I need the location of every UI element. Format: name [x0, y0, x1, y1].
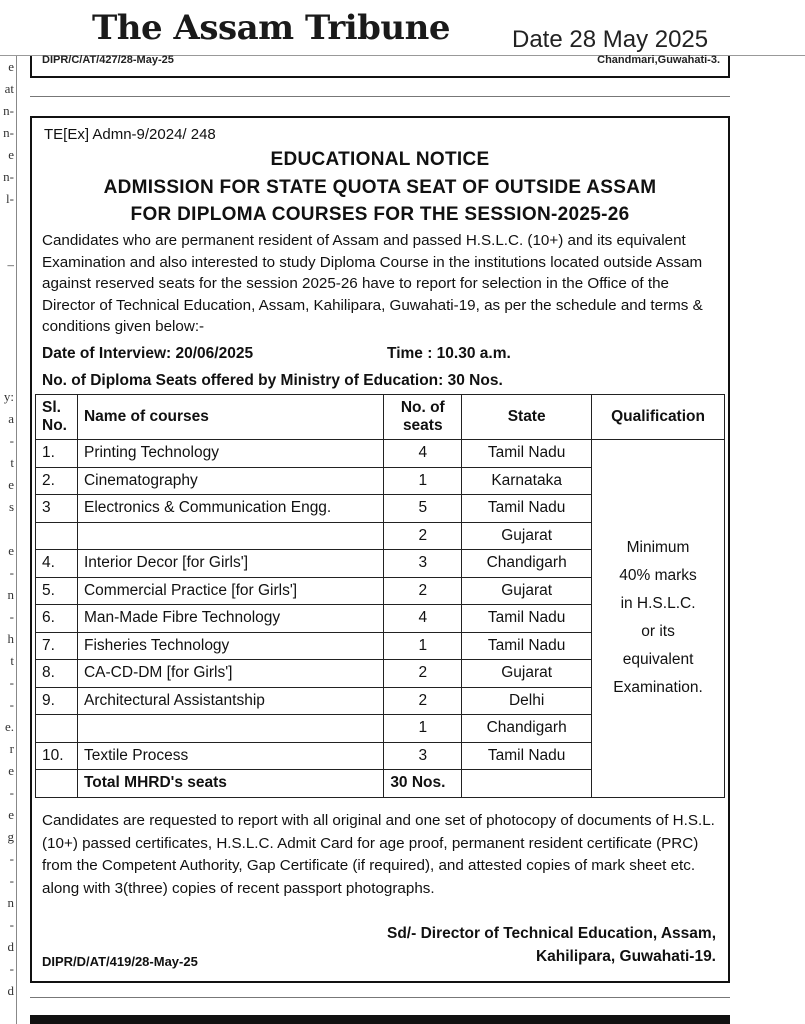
column-fragment: [0, 298, 14, 320]
cell-sl: 8.: [36, 660, 78, 688]
cell-name: Architectural Assistantship: [77, 687, 383, 715]
total-label: Total MHRD's seats: [77, 770, 383, 798]
cell-sl: 5.: [36, 577, 78, 605]
bottom-divider: [30, 997, 730, 998]
cell-name: CA-CD-DM [for Girls']: [77, 660, 383, 688]
column-fragment: [0, 518, 14, 540]
cell-state: Tamil Nadu: [462, 632, 592, 660]
total-value: 30 Nos.: [384, 770, 462, 798]
column-fragment: y:: [3, 389, 14, 404]
cell-state: Delhi: [462, 687, 592, 715]
column-fragment: h: [7, 631, 14, 646]
header-sl-no: Sl. No.: [36, 395, 78, 440]
column-fragment: d: [7, 939, 14, 954]
seats-offered: No. of Diploma Seats offered by Ministry of Education: 30 Nos.: [42, 372, 503, 389]
column-fragment: n-: [3, 125, 14, 140]
cell-seats: 4: [384, 440, 462, 468]
cell-seats: 2: [384, 687, 462, 715]
notice-closing: Candidates are requested to report with all original and one set of photocopy of documents of H.S.L. (10+) passed certificates, H.S.L.C. Admit Card for age proof, permanent resident certificate (PRC) from the Competent Authority, Gap Certificate (if required), and attested copies of mark sheet etc. along with 3(three) copies of recent passport photographs.: [42, 812, 715, 897]
date-label: Date 28 May 2025: [512, 26, 709, 53]
cell-sl: 1.: [36, 440, 78, 468]
notice-subtitle: ADMISSION FOR STATE QUOTA SEAT OF OUTSIDE ASSAM: [103, 177, 657, 198]
cell-name: Electronics & Communication Engg.: [77, 495, 383, 523]
column-fragment: e: [8, 147, 14, 162]
column-fragment: [0, 232, 14, 254]
cell-seats: 2: [384, 577, 462, 605]
column-fragment: l-: [6, 191, 14, 206]
qualification-line: equivalent: [622, 651, 694, 669]
cell-sl: [36, 715, 78, 743]
qualification-cell: [592, 440, 725, 798]
qualification-line: or its: [641, 623, 675, 641]
column-fragment: [0, 320, 14, 342]
cell-state: Chandigarh: [462, 550, 592, 578]
cell-state: Gujarat: [462, 522, 592, 550]
cell-seats: 1: [384, 632, 462, 660]
column-fragment: n: [7, 587, 14, 602]
cell-name: Interior Decor [for Girls']: [77, 550, 383, 578]
cell-sl: 7.: [36, 632, 78, 660]
cell-seats: 1: [384, 715, 462, 743]
column-fragment: s: [8, 499, 14, 514]
cell-state: Tamil Nadu: [462, 742, 592, 770]
cell-sl: 6.: [36, 605, 78, 633]
previous-advert-address: Chandmari,Guwahati-3.: [597, 54, 720, 66]
header-seats: No. of seats: [384, 395, 462, 440]
cell-state: Tamil Nadu: [462, 440, 592, 468]
cell-name: Commercial Practice [for Girls']: [77, 577, 383, 605]
cell-state: Gujarat: [462, 577, 592, 605]
column-divider: [16, 56, 17, 1024]
cell-seats: 2: [384, 660, 462, 688]
table-header-row: [36, 395, 725, 440]
column-fragment: -: [9, 675, 14, 690]
column-fragment: e: [8, 59, 14, 74]
column-fragment: d: [7, 983, 14, 998]
column-fragment: t: [10, 455, 14, 470]
column-fragment: at: [4, 81, 14, 96]
interview-schedule: [42, 345, 511, 363]
qualification-line: Minimum: [626, 539, 690, 557]
header-qualification: Qualification: [592, 395, 725, 440]
column-fragment: n-: [3, 103, 14, 118]
cell-sl: 2.: [36, 467, 78, 495]
column-fragment: n-: [3, 169, 14, 184]
column-fragment: n: [7, 895, 14, 910]
column-fragment: e: [8, 807, 14, 822]
next-advert-bar: [30, 1015, 730, 1024]
header-course-name: Name of courses: [77, 395, 383, 440]
cell-name: Textile Process: [77, 742, 383, 770]
column-fragment: -: [9, 433, 14, 448]
column-fragment: a: [8, 411, 14, 426]
courses-table: [35, 394, 725, 798]
interview-time: Time : 10.30 a.m.: [387, 345, 511, 362]
column-fragment: [0, 276, 14, 298]
previous-advert-ref: DIPR/C/AT/427/28-May-25: [42, 54, 174, 66]
cell-name: Printing Technology: [77, 440, 383, 468]
newspaper-logo: The Assam Tribune: [92, 8, 450, 48]
column-fragment: [0, 342, 14, 364]
qualification-line: Examination.: [613, 679, 703, 697]
cell-seats: 2: [384, 522, 462, 550]
column-fragment: g: [7, 829, 14, 844]
adjacent-column-fragment: [0, 56, 14, 1024]
column-fragment: e.: [4, 719, 14, 734]
notice-title: EDUCATIONAL NOTICE: [270, 149, 490, 170]
cell-state: Tamil Nadu: [462, 605, 592, 633]
cell-state: Gujarat: [462, 660, 592, 688]
cell-sl: 10.: [36, 742, 78, 770]
cell-seats: 5: [384, 495, 462, 523]
dipr-reference: DIPR/D/AT/419/28-May-25: [42, 954, 198, 969]
previous-advert-strip: [30, 56, 730, 78]
column-fragment: -: [9, 697, 14, 712]
column-fragment: -: [9, 609, 14, 624]
column-fragment: r: [9, 741, 14, 756]
signature-line-2: Kahilipara, Guwahati-19.: [535, 948, 716, 965]
masthead: [0, 0, 805, 56]
notice-subtitle-session: FOR DIPLOMA COURSES FOR THE SESSION-2025-26: [130, 204, 630, 225]
cell-state: Chandigarh: [462, 715, 592, 743]
column-fragment: e: [8, 477, 14, 492]
cell-state: Tamil Nadu: [462, 495, 592, 523]
cell-sl: 4.: [36, 550, 78, 578]
interview-date: Date of Interview: 20/06/2025: [42, 345, 254, 362]
qualification-line: 40% marks: [619, 567, 697, 585]
column-fragment: -: [9, 873, 14, 888]
table-row: [36, 440, 725, 468]
cell-name: Fisheries Technology: [77, 632, 383, 660]
column-fragment: [0, 210, 14, 232]
total-state-empty: [462, 770, 592, 798]
header-state: State: [462, 395, 592, 440]
column-fragment: -: [9, 565, 14, 580]
qualification-line: in H.S.L.C.: [620, 595, 696, 613]
column-fragment: e: [8, 543, 14, 558]
cell-name: Man-Made Fibre Technology: [77, 605, 383, 633]
column-fragment: t: [10, 653, 14, 668]
cell-sl: 9.: [36, 687, 78, 715]
column-fragment: -: [9, 785, 14, 800]
educational-notice: [30, 116, 730, 983]
notice-reference: TE[Ex] Admn-9/2024/ 248: [44, 126, 216, 143]
column-fragment: e: [8, 763, 14, 778]
cell-seats: 1: [384, 467, 462, 495]
cell-seats: 3: [384, 742, 462, 770]
section-divider: [30, 96, 730, 97]
cell-state: Karnataka: [462, 467, 592, 495]
signature-line-1: Sd/- Director of Technical Education, Assam,: [386, 925, 716, 942]
total-empty-cell: [36, 770, 78, 798]
column-fragment: –: [7, 257, 14, 272]
column-fragment: [0, 364, 14, 386]
cell-name: [77, 715, 383, 743]
cell-sl: [36, 522, 78, 550]
column-fragment: -: [9, 851, 14, 866]
cell-seats: 4: [384, 605, 462, 633]
notice-intro: Candidates who are permanent resident of Assam and passed H.S.L.C. (10+) and its equivalent Examination and also interested to study Diploma Course in the institutions located outside Assam against reserved seats for the session 2025-26 have to report for selection in the Office of the Director of Technical Education, Assam, Kahilipara, Guwahati-19, as per the schedule and terms & conditions given below:-: [42, 232, 703, 336]
cell-seats: 3: [384, 550, 462, 578]
cell-name: Cinematography: [77, 467, 383, 495]
column-fragment: -: [9, 917, 14, 932]
column-fragment: -: [9, 961, 14, 976]
cell-name: [77, 522, 383, 550]
cell-sl: 3: [36, 495, 78, 523]
